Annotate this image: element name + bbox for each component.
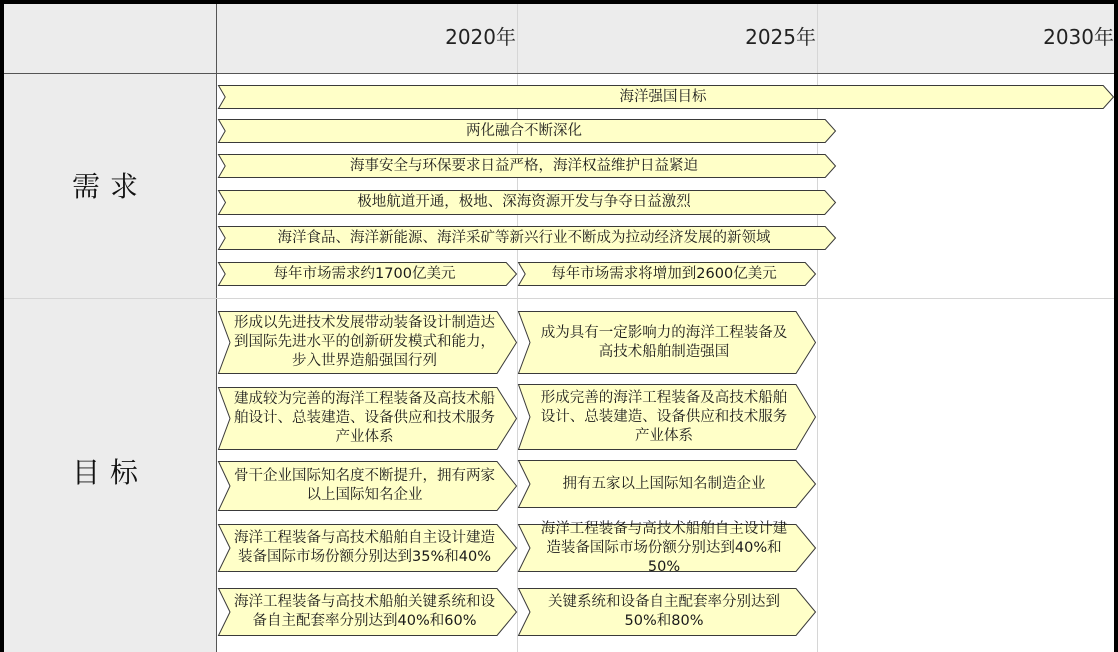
goal-arrow-2020 — [218, 588, 517, 636]
goal-arrow-2020 — [218, 387, 517, 450]
arrow-label: 极地航道开通，极地、深海资源开发与争夺日益激烈 — [357, 194, 691, 210]
demand-arrow — [218, 119, 836, 143]
year-2020: 2020年 — [445, 25, 516, 49]
arrow-label: 骨干企业国际知名度不断提升，拥有两家以上国际知名企业 — [234, 468, 495, 503]
arrow-label: 海洋工程装备与高技术船舶自主设计建造装备国际市场份额分别达到35%和40% — [234, 530, 495, 565]
arrow-label: 两化融合不断深化 — [466, 122, 582, 139]
goal-arrow-2020 — [218, 461, 517, 511]
frame-top — [0, 0, 1118, 4]
section-divider — [4, 298, 1118, 299]
arrow-label: 形成完善的海洋工程装备及高技术船舶设计、总装建造、设备供应和技术服务产业体系 — [540, 389, 788, 444]
demand-arrow — [218, 154, 836, 178]
section-label-column — [4, 74, 216, 652]
goal-arrow-2025 — [518, 384, 816, 450]
goal-arrow-2025 — [518, 311, 816, 374]
section-label-goals: 目标 — [71, 456, 148, 489]
goal-arrow-2025 — [518, 460, 816, 508]
year-2030: 2030年 — [1043, 25, 1114, 49]
year-2025: 2025年 — [745, 25, 816, 49]
frame-right — [1114, 0, 1118, 652]
demand-arrow — [218, 190, 836, 215]
header-divider — [4, 73, 1118, 74]
arrow-label: 海事安全与环保要求日益严格，海洋权益维护日益紧迫 — [350, 157, 698, 174]
arrow-label: 海洋工程装备与高技术船舶自主设计建造装备国际市场份额分别达到40%和50% — [540, 520, 788, 575]
arrow-label: 成为具有一定影响力的海洋工程装备及高技术船舶制造强国 — [540, 324, 788, 360]
goal-arrow-2025 — [518, 588, 816, 636]
frame-left — [0, 0, 4, 652]
demand-arrow — [518, 262, 816, 286]
goal-arrow-2020 — [218, 524, 517, 572]
demand-arrow — [218, 85, 1114, 109]
arrow-label: 拥有五家以上国际知名制造企业 — [562, 475, 766, 492]
arrow-label: 形成以先进技术发展带动装备设计制造达到国际先进水平的创新研发模式和能力，步入世界造船强国行列 — [234, 315, 495, 369]
arrow-label: 海洋食品、海洋新能源、海洋采矿等新兴行业不断成为拉动经济发展的新领域 — [277, 229, 771, 246]
arrow-label: 关键系统和设备自主配套率分别达到50%和80% — [548, 594, 780, 629]
demand-arrow — [218, 226, 836, 250]
arrow-label: 建成较为完善的海洋工程装备及高技术船舶设计、总装建造、设备供应和技术服务产业体系 — [234, 391, 495, 445]
arrow-label: 海洋工程装备与高技术船舶关键系统和设备自主配套率分别达到40%和60% — [234, 594, 495, 629]
goal-arrow-2020 — [218, 311, 517, 374]
label-divider — [216, 4, 217, 652]
demand-arrow — [218, 262, 517, 286]
arrow-label: 海洋强国目标 — [619, 88, 707, 105]
arrow-label: 每年市场需求将增加到2600亿美元 — [551, 265, 777, 282]
arrow-label: 每年市场需求约1700亿美元 — [273, 265, 456, 282]
section-label-demand: 需求 — [71, 170, 148, 203]
goal-arrow-2025 — [518, 520, 816, 575]
header-band — [4, 4, 1118, 74]
